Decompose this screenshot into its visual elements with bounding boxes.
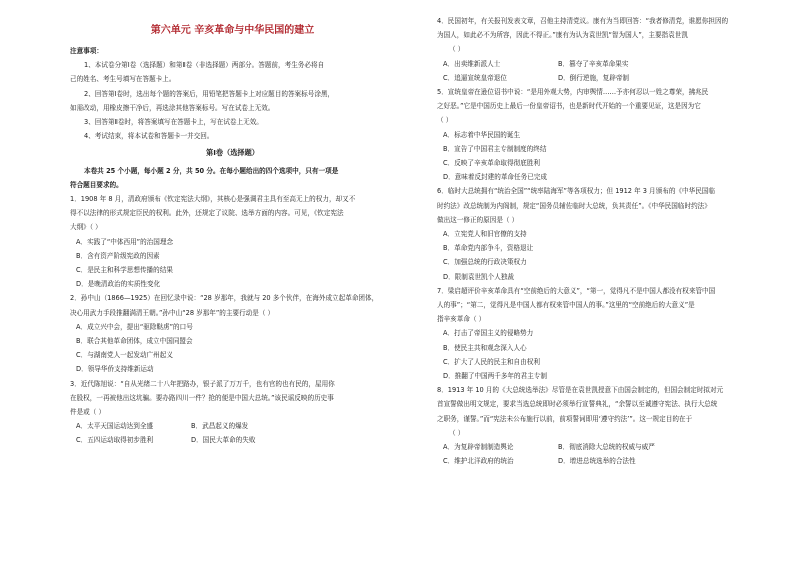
question-line: 之职务，谨誓。”而“宪法未公布施行以前，前项誓词即用‘遵守约法’”。这一规定目的在于 [437, 414, 693, 423]
notice-line: 1、本试卷分第Ⅰ卷（选择题）和第Ⅱ卷（非选择题）两部分。答题前，考生务必将自 [84, 61, 325, 70]
option-a[interactable]: A．为复辟帝制制造舆论 [443, 443, 514, 452]
question-line: 之好恶。”它是中国历史上最后一份皇帝诏书，也是新时代开始的一个重要见证，这是因为它 [437, 102, 701, 111]
option-b[interactable]: B．联合其他革命团体，成立中国同盟会 [76, 337, 193, 346]
option-c[interactable]: C．五四运动取得初步胜利 [76, 436, 154, 445]
question-line: 5．宣统皇帝在逊位诏书中说：“是用外观大势，内审舆情……予亦何忍以一姓之尊荣，拂兆民 [437, 88, 709, 97]
option-b[interactable]: B．彻底消除大总统的权威与威严 [558, 443, 655, 452]
option-d[interactable]: D．增进总统选举的合法性 [558, 457, 636, 466]
question-5 [437, 85, 762, 184]
question-7 [437, 284, 762, 383]
option-d[interactable]: D．意味着反封建的革命任务已完成 [443, 173, 547, 182]
option-b[interactable]: B．篡夺了辛亥革命果实 [558, 59, 629, 68]
option-b[interactable]: B．革命党内部争斗，资格退让 [443, 244, 534, 253]
option-c[interactable]: C．与湖南党人一起发动广州起义 [76, 351, 173, 360]
question-line: 指辛亥革命（ ） [437, 315, 486, 324]
option-a[interactable]: A．太平天国运动达到全盛 [76, 422, 154, 431]
notice-line: 己的姓名、考生号填写在答题卡上。 [70, 75, 176, 84]
exam-page [64, 14, 754, 550]
question-line: 3．近代陈旭说：“自从光绪二十八年把路办，银子派了万万千，也有官的也有民的，屋用你 [70, 379, 335, 388]
question-1 [70, 192, 395, 291]
option-a[interactable]: A．立宪党人和旧官僚的支持 [443, 230, 527, 239]
section-intro: 符合题目要求的。 [70, 180, 123, 189]
page-title: 第六单元 辛亥革命与中华民国的建立 [150, 25, 315, 36]
question-line: 4．民国初年，有关报刊发表文章，召他主持清党议。康有为当即回答：“我者修清党，谁愿你担因的 [437, 17, 729, 25]
option-row [443, 71, 762, 85]
option-row [76, 419, 395, 433]
option-b[interactable]: B．含有资产阶级宪政的因素 [76, 251, 160, 260]
option-row [443, 454, 762, 468]
question-8 [437, 383, 762, 468]
question-2 [70, 291, 395, 376]
question-line: 6．临时大总统拥有“统治全国”“统率陆海军”等各项权力；但 1912 年 3 月颁布的《中华民国临 [437, 187, 715, 196]
option-row [76, 433, 395, 447]
question-line: 1．1908 年 8 月，清政府颁布《钦定宪法大纲》，其核心是强调君主具有至高无上的权力，却又不 [70, 195, 356, 204]
option-row [443, 57, 762, 71]
question-3 [70, 377, 395, 448]
notice-line: 4、考试结束，将本试卷和答题卡一并交回。 [84, 132, 214, 141]
option-c[interactable]: C．扩大了人民的民主和自由权利 [443, 357, 540, 366]
question-line: 大纲》（ ） [70, 223, 102, 232]
option-a[interactable]: A．标志着中华民国的诞生 [443, 130, 521, 139]
right-column [437, 14, 762, 469]
question-line: 为国人，如此必不为所容，因此不得正。”康有为认为袁世凯“智为国人”，主要指袁世凯 [437, 31, 688, 40]
question-line: 做出这一修正的原因是（ ） [437, 215, 519, 224]
option-b[interactable]: B．武昌起义的爆发 [191, 422, 249, 431]
option-a[interactable]: A．打击了帝国主义的侵略势力 [443, 329, 534, 338]
section-title: 第Ⅰ卷（选择题） [206, 148, 259, 158]
question-line: 件是或（ ） [70, 408, 106, 417]
question-line: 人的事”；“第二，觉得凡是中国人都有权来管中国人的事。”这里的“空前绝后的大意义”是 [437, 301, 695, 310]
option-c[interactable]: C．反映了辛亥革命取得彻底胜利 [443, 159, 540, 168]
option-a[interactable]: A．实践了“中体西用”的治国理念 [76, 237, 174, 246]
notice-line: 3、回答第Ⅱ卷时，将答案填写在答题卡上，写在试卷上无效。 [84, 118, 263, 127]
question-line: （ ） [449, 428, 465, 437]
notice-line: 2、回答第Ⅰ卷时，选出每个题的答案后，用铅笔把答题卡上对应题目的答案标号涂黑， [84, 89, 335, 98]
option-b[interactable]: B．使民主共和观念深入人心 [443, 343, 527, 352]
notice-line: 如需改动，用橡皮擦干净后，再选涂其他答案标号。写在试卷上无效。 [70, 103, 275, 112]
question-line: 决心用武力手段推翻满清王朝。”孙中山“28 岁那年”的主要行动是（ ） [70, 308, 275, 317]
option-d[interactable]: D．是晚清政治的实质性变化 [76, 280, 161, 289]
question-line: 首宣誓做出明文规定，要求当选总统即时必须举行宣誓典礼，“余誓以至诚遵守宪法、执行大总统 [437, 400, 718, 409]
option-c[interactable]: C．维护北洋政府的统治 [443, 457, 514, 466]
option-c[interactable]: C．追逼宣统皇帝退位 [443, 73, 507, 82]
option-d[interactable]: D．领导华侨支持维新运动 [76, 365, 154, 374]
option-d[interactable]: D．限制袁世凯个人独裁 [443, 272, 515, 281]
option-row [443, 440, 762, 454]
option-a[interactable]: A．出卖维新派人士 [443, 59, 501, 68]
question-6 [437, 184, 762, 283]
question-line: 7．梁启超评价辛亥革命具有“空前绝后的大意义”，“第一，觉得凡不是中国人都没有权来管中国 [437, 286, 716, 295]
option-a[interactable]: A．成立兴中会，提出“驱除鞑虏”的口号 [76, 322, 193, 331]
answer-paren: （ ） [449, 45, 465, 54]
question-line: 在股权，一再被他出这坑骗。要办路四川一件？抢的便是中国大总统。”该民谣反映的历史事 [70, 393, 334, 402]
option-d[interactable]: D．倒行逆施，复辟帝制 [558, 73, 630, 82]
question-line: 得不以法律的形式规定臣民的权利。此外，还规定了议院、选举方面的内容。可见，《钦定宪法 [70, 209, 344, 218]
option-b[interactable]: B．宣告了中国君主专制制度的终结 [443, 144, 547, 153]
question-4 [437, 14, 762, 85]
left-column [70, 14, 395, 448]
question-line: （ ） [437, 116, 453, 125]
option-c[interactable]: C．加强总统的行政决策权力 [443, 258, 527, 267]
question-line: 2．孙中山（1866—1925）在回忆录中说：“28 岁那年，我就与 20 多个伙伴，在海外成立起革命团体， [70, 294, 379, 303]
option-c[interactable]: C．是民主和科学思想传播的结果 [76, 266, 173, 275]
question-line: 8．1913 年 10 月的《大总统选举法》尽管是在袁世凯授意下由国会制定的，但国会制定时拟对元 [437, 386, 724, 395]
question-line: 时约法》改总统制为内阁制，规定“国务员辅佐临时大总统，负其责任”。《中华民国临时约法》 [437, 201, 711, 210]
notice-heading: 注意事项： [70, 47, 103, 55]
section-intro: 本卷共 25 个小题，每小题 2 分，共 50 分。在每小题给出的四个选项中，只有一项是 [84, 166, 339, 175]
option-d[interactable]: D．推翻了中国两千多年的君主专制 [443, 372, 547, 381]
option-d[interactable]: D．国民大革命的失败 [191, 436, 256, 445]
